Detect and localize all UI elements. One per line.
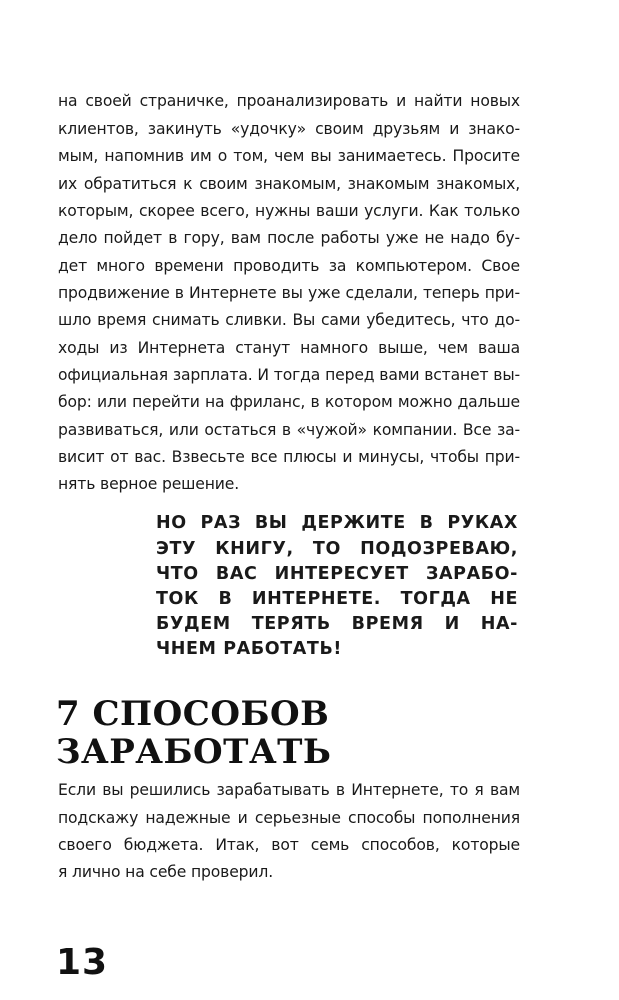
callout-line: НО РАЗ ВЫ ДЕРЖИТЕ В РУКАХ bbox=[156, 513, 518, 533]
body-line: развиваться, или остаться в «чужой» компании. Все за- bbox=[58, 421, 520, 439]
callout-line: ЧНЕМ РАБОТАТЬ! bbox=[156, 639, 342, 659]
body-line: их обратиться к своим знакомым, знакомым знакомых, bbox=[58, 175, 520, 193]
body-line: ходы из Интернета станут намного выше, чем ваша bbox=[58, 339, 520, 357]
callout-line: БУДЕМ ТЕРЯТЬ ВРЕМЯ И НА- bbox=[156, 614, 518, 634]
body-line: дело пойдет в гору, вам после работы уже не надо бу- bbox=[58, 229, 520, 247]
body-line: висит от вас. Взвесьте все плюсы и минусы, чтобы при- bbox=[58, 448, 520, 466]
body-line: на своей страничке, проанализировать и найти новых bbox=[58, 92, 520, 110]
body-line: бор: или перейти на фриланс, в котором можно дальше bbox=[58, 393, 520, 411]
body-line: мым, напомнив им о том, чем вы занимаетесь. Просите bbox=[58, 147, 520, 165]
body-line: официальная зарплата. И тогда перед вами встанет вы- bbox=[58, 366, 520, 384]
heading-line: 7 СПОСОБОВ bbox=[56, 694, 330, 734]
page-number: 13 bbox=[56, 942, 109, 983]
body-line: клиентов, закинуть «удочку» своим друзьям и знако- bbox=[58, 120, 520, 138]
intro-line: я лично на себе проверил. bbox=[58, 863, 274, 881]
body-line: дет много времени проводить за компьютером. Свое bbox=[58, 257, 520, 275]
body-line: нять верное решение. bbox=[58, 475, 240, 493]
callout-line: ТОК В ИНТЕРНЕТЕ. ТОГДА НЕ bbox=[156, 589, 518, 609]
body-line: продвижение в Интернете вы уже сделали, теперь при- bbox=[58, 284, 520, 302]
intro-line: подскажу надежные и серьезные способы пополнения bbox=[58, 809, 520, 827]
body-line: которым, скорее всего, нужны ваши услуги. Как только bbox=[58, 202, 520, 220]
intro-line: Если вы решились зарабатывать в Интернете, то я вам bbox=[58, 781, 520, 799]
intro-line: своего бюджета. Итак, вот семь способов, которые bbox=[58, 836, 520, 854]
callout-line: ЭТУ КНИГУ, ТО ПОДОЗРЕВАЮ, bbox=[156, 539, 518, 559]
callout-line: ЧТО ВАС ИНТЕРЕСУЕТ ЗАРАБО- bbox=[156, 564, 518, 584]
heading-line: ЗАРАБОТАТЬ bbox=[56, 732, 332, 772]
body-line: шло время снимать сливки. Вы сами убедитесь, что до- bbox=[58, 311, 520, 329]
